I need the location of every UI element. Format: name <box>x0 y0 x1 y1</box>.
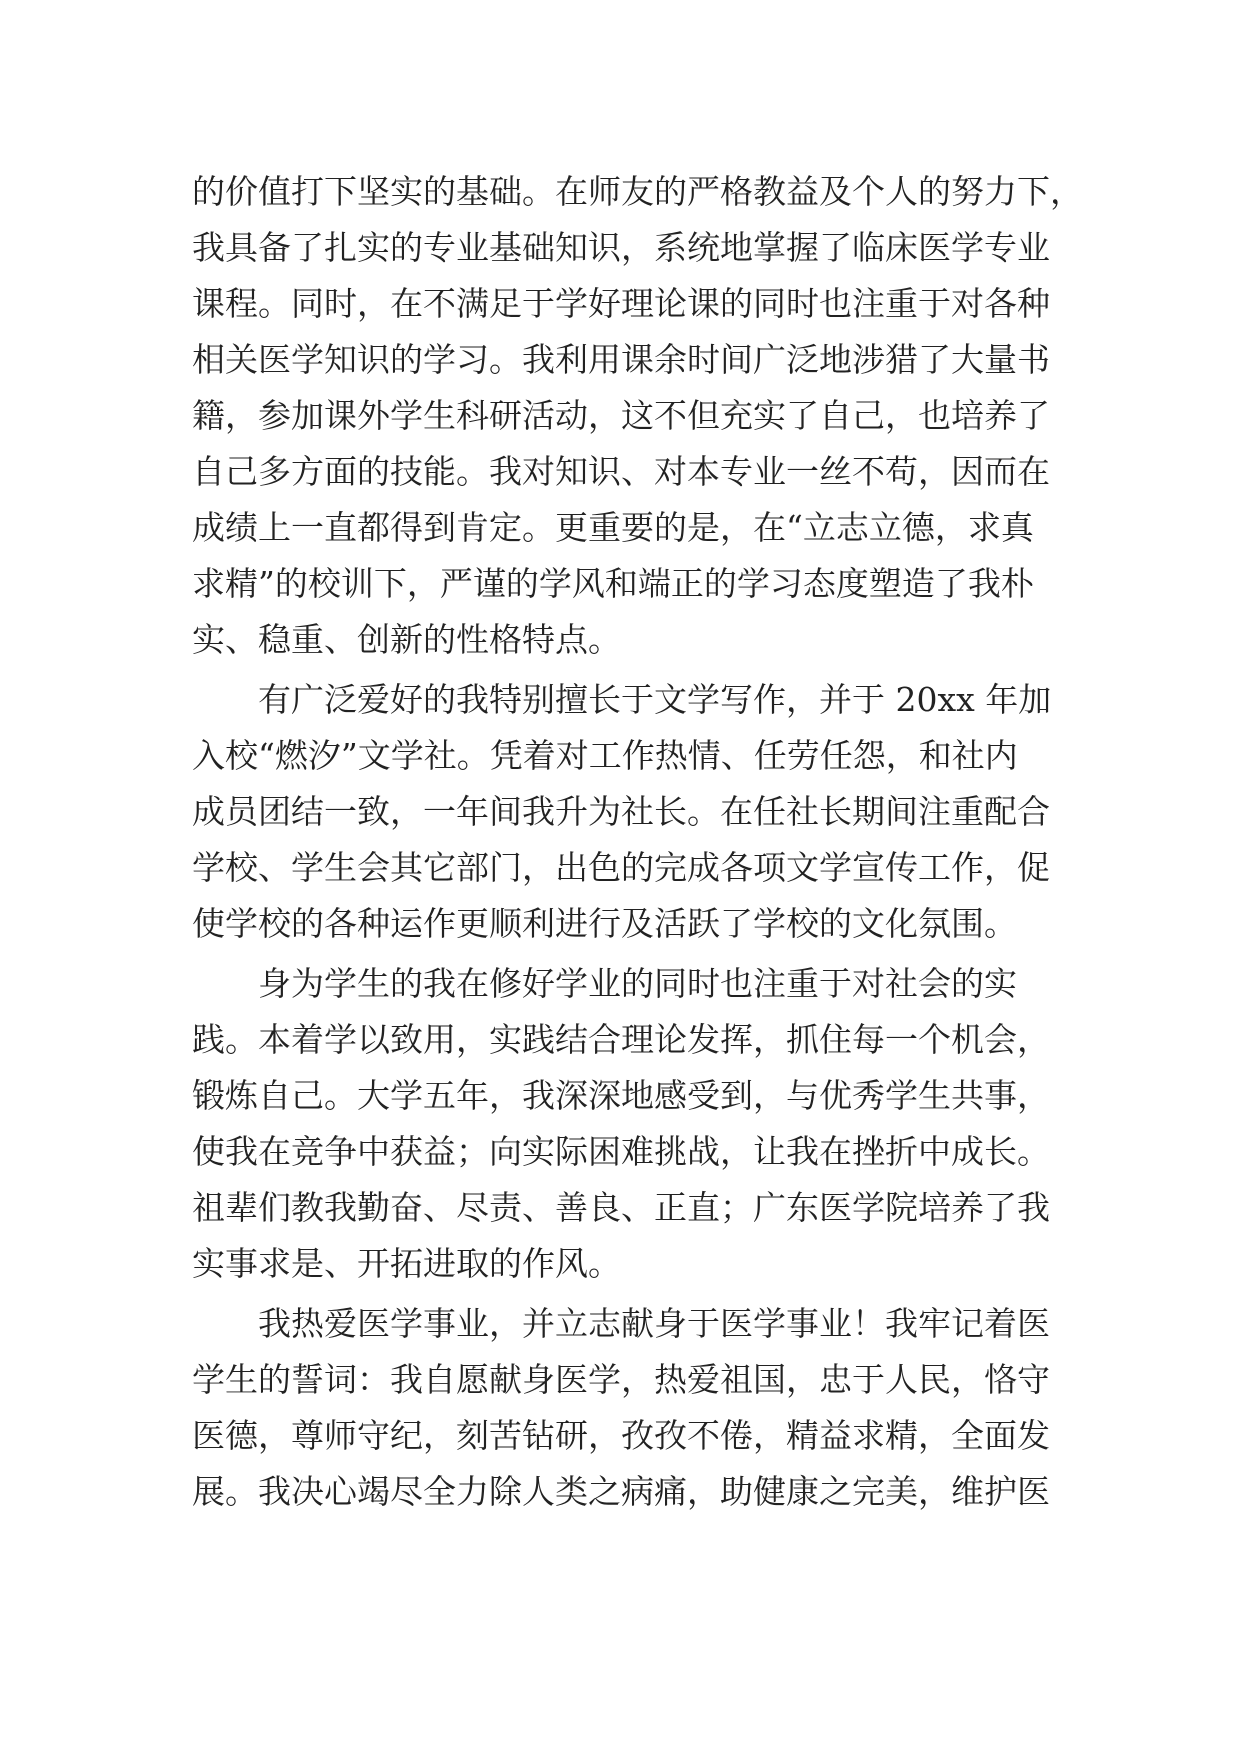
text-line: 课程。同时，在不满足于学好理论课的同时也注重于对各种 <box>192 284 1050 323</box>
text-line: 使学校的各种运作更顺利进行及活跃了学校的文化氛围。 <box>192 904 1017 943</box>
paragraph-first-line: 有广泛爱好的我特别擅长于文学写作，并于 20xx 年加 <box>258 680 1052 719</box>
paragraph-first-line: 我热爱医学事业，并立志献身于医学事业！我牢记着医 <box>258 1304 1050 1343</box>
text-line: 我具备了扎实的专业基础知识，系统地掌握了临床医学专业 <box>192 228 1050 267</box>
paragraph-first-line: 身为学生的我在修好学业的同时也注重于对社会的实 <box>258 964 1017 1003</box>
text-line: 自己多方面的技能。我对知识、对本专业一丝不苟，因而在 <box>192 452 1050 491</box>
text-line: 实、稳重、创新的性格特点。 <box>192 620 621 659</box>
text-line: 学校、学生会其它部门，出色的完成各项文学宣传工作，促 <box>192 848 1050 887</box>
text-line: 实事求是、开拓进取的作风。 <box>192 1244 621 1283</box>
text-line: 践。本着学以致用，实践结合理论发挥，抓住每一个机会， <box>192 1020 1050 1059</box>
text-line: 学生的誓词：我自愿献身医学，热爱祖国，忠于人民，恪守 <box>192 1360 1050 1399</box>
text-line: 相关医学知识的学习。我利用课余时间广泛地涉猎了大量书 <box>192 340 1050 379</box>
text-line: 求精”的校训下，严谨的学风和端正的学习态度塑造了我朴 <box>192 564 1034 603</box>
text-line: 的价值打下坚实的基础。在师友的严格教益及个人的努力下， <box>192 172 1083 211</box>
text-line: 展。我决心竭尽全力除人类之病痛，助健康之完美，维护医 <box>192 1472 1050 1511</box>
text-line: 锻炼自己。大学五年，我深深地感受到，与优秀学生共事， <box>192 1076 1050 1115</box>
text-line: 入校“燃汐”文学社。凭着对工作热情、任劳任怨，和社内 <box>192 736 1018 775</box>
text-line: 成员团结一致，一年间我升为社长。在任社长期间注重配合 <box>192 792 1050 831</box>
text-line: 祖辈们教我勤奋、尽责、善良、正直；广东医学院培养了我 <box>192 1188 1050 1227</box>
text-line: 使我在竞争中获益；向实际困难挑战，让我在挫折中成长。 <box>192 1132 1050 1171</box>
text-line: 成绩上一直都得到肯定。更重要的是，在“立志立德，求真 <box>192 508 1034 547</box>
text-line: 籍，参加课外学生科研活动，这不但充实了自己，也培养了 <box>192 396 1050 435</box>
text-line: 医德，尊师守纪，刻苦钻研，孜孜不倦，精益求精，全面发 <box>192 1416 1050 1455</box>
